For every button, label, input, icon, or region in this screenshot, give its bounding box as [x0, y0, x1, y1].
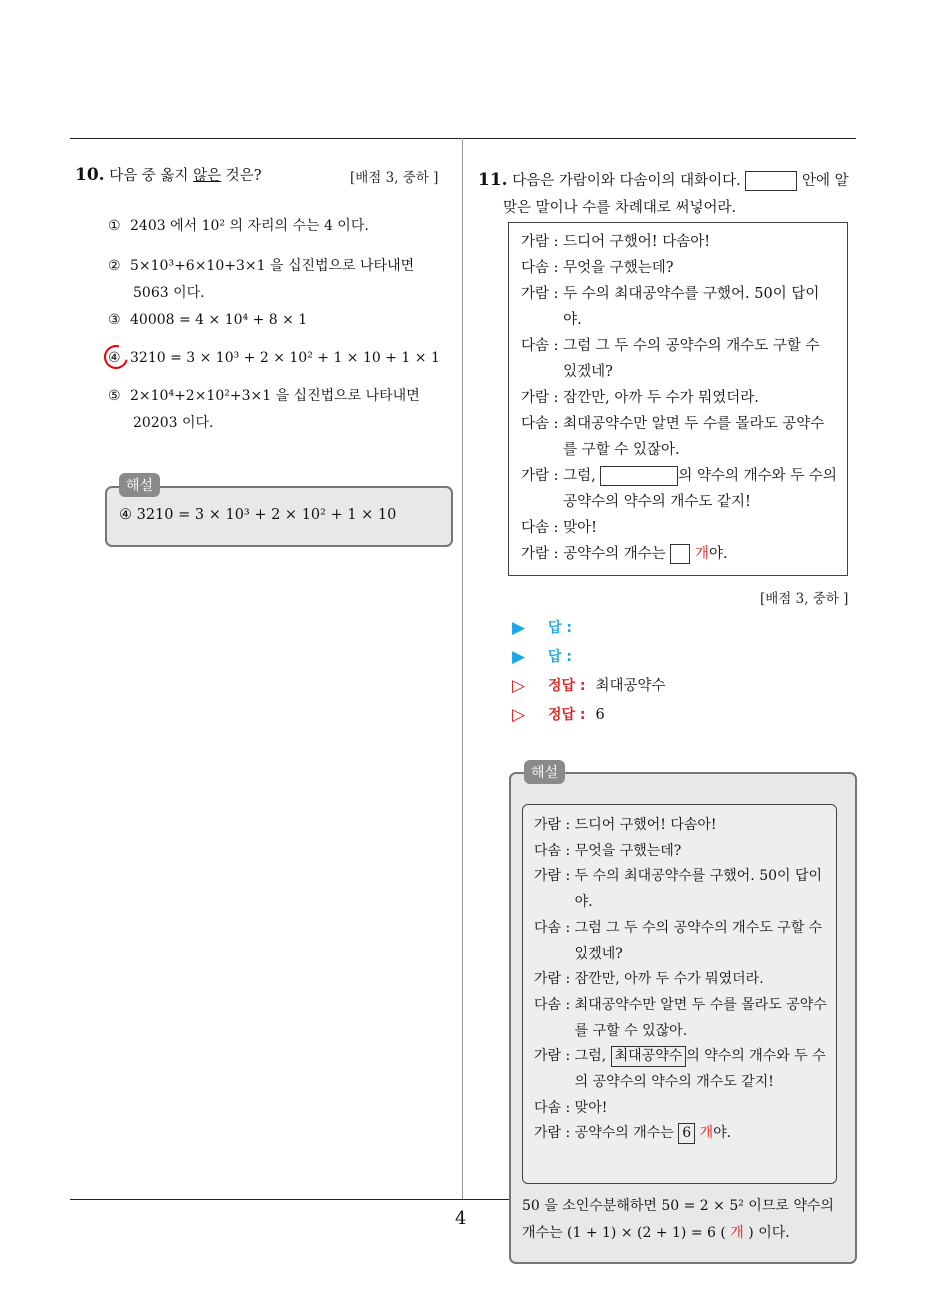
q10-number: 10. — [75, 165, 105, 185]
filled-answer-1: 최대공약수 — [611, 1046, 687, 1067]
play-outline-icon: ▷ — [512, 676, 526, 696]
q11-solution-dialog — [522, 804, 837, 1184]
q10-solution-text: ④ 3210 = 3 × 10³ + 2 × 10² + 1 × 10 — [119, 507, 397, 523]
q11-solution-tag: 해설 — [524, 760, 565, 784]
q10-solution-tag: 해설 — [119, 473, 160, 497]
dialog-line: 가람 : 잠깐만, 아까 두 수가 뭐였더라. — [534, 971, 764, 988]
dialog-line: 다솜 : 무엇을 구했는데? — [534, 842, 682, 859]
dialog-line: 가람 : 공약수의 개수는 6 개야. — [534, 1121, 828, 1147]
answer-blank-2[interactable] — [670, 544, 690, 564]
q10-choice-2[interactable]: ② 5×10³+6×10+3×1 을 십진법으로 나타내면 5063 이다. — [108, 258, 415, 301]
q10-choice-5[interactable]: ⑤ 2×10⁴+2×10²+3×1 을 십진법으로 나타내면 20203 이다. — [108, 388, 420, 431]
dialog-line: 다솜 : 맞아! — [521, 520, 597, 536]
dialog-line: 다솜 : 그럼 그 두 수의 공약수의 개수도 구할 수 있겠네? — [521, 338, 820, 380]
q11-solution-text: 50 을 소인수분해하면 50 = 2 × 5² 이므로 약수의 개수는 (1 + 1) × (2 + 1) = 6 ( 개 ) 이다. — [522, 1198, 834, 1241]
play-icon: ▶ — [512, 647, 526, 667]
q10-choice-1[interactable]: ① 2403 에서 10² 의 자리의 수는 4 이다. — [108, 218, 369, 234]
q11-prompt-b: 안에 알 — [801, 173, 849, 189]
dialog-line: 가람 : 잠깐만, 아까 두 수가 뭐였더라. — [521, 390, 759, 406]
dialog-line: 다솜 : 무엇을 구했는데? — [521, 260, 674, 276]
q11-points: [배점 3, 중하 ] — [760, 591, 849, 607]
top-rule — [70, 138, 856, 139]
dialog-line: 가람 : 두 수의 최대공약수를 구했어. 50이 답이야. — [521, 286, 820, 328]
dialog-line: 다솜 : 최대공약수만 알면 두 수를 몰라도 공약수를 구할 수 있잖아. — [534, 996, 827, 1039]
q11-dialog-box — [508, 222, 848, 576]
answer-blank-1[interactable] — [600, 466, 678, 486]
q10-choice-4[interactable]: ④ 3210 = 3 × 10³ + 2 × 10² + 1 × 10 + 1 × 1 — [108, 350, 440, 366]
prompt-blank-box — [745, 171, 797, 191]
play-outline-icon: ▷ — [512, 705, 526, 725]
q10-points: [배점 3, 중하 ] — [350, 170, 439, 186]
dialog-line: 가람 : 그럼, 최대공약수 의 약수의 개수와 두 수의 공약수의 약수의 개수도 같지! — [534, 1048, 826, 1091]
dialog-line: 가람 : 공약수의 개수는 개야. — [521, 546, 728, 562]
answer-input-row[interactable]: ▶ 답 : — [512, 614, 852, 643]
dialog-line: 다솜 : 최대공약수만 알면 두 수를 몰라도 공약수를 구할 수 있잖아. — [521, 416, 825, 458]
dialog-line: 다솜 : 그럼 그 두 수의 공약수의 개수도 구할 수 있겠네? — [534, 919, 823, 962]
q11-number: 11. — [478, 170, 508, 190]
correct-answer-row: ▷ 정답 : 6 — [512, 701, 852, 730]
q11-answers — [512, 614, 852, 730]
column-divider — [462, 138, 463, 1200]
q10-prompt: 다음 중 옳지 않은 것은? — [109, 168, 262, 184]
q10-choice-3[interactable]: ③ 40008 = 4 × 10⁴ + 8 × 1 — [108, 312, 308, 328]
answer-input-row[interactable]: ▶ 답 : — [512, 643, 852, 672]
page-number: 4 — [455, 1208, 467, 1229]
q11-prompt-c: 맞은 말이나 수를 차례대로 써넣어라. — [503, 200, 737, 216]
play-icon: ▶ — [512, 618, 526, 638]
dialog-line: 다솜 : 맞아! — [534, 1099, 608, 1116]
filled-answer-2: 6 — [678, 1123, 695, 1144]
dialog-line: 가람 : 드디어 구했어! 다솜아! — [521, 234, 711, 250]
dialog-line: 가람 : 드디어 구했어! 다솜아! — [534, 817, 717, 833]
dialog-line: 가람 : 두 수의 최대공약수를 구했어. 50이 답이야. — [534, 868, 823, 911]
q11-prompt-a: 다음은 가람이와 다솜이의 대화이다. — [512, 173, 741, 189]
correct-answer-row: ▷ 정답 : 최대공약수 — [512, 672, 852, 701]
q11-header — [478, 167, 858, 222]
dialog-line: 가람 : 그럼, 의 약수의 개수와 두 수의 공약수의 약수의 개수도 같지! — [521, 468, 837, 510]
